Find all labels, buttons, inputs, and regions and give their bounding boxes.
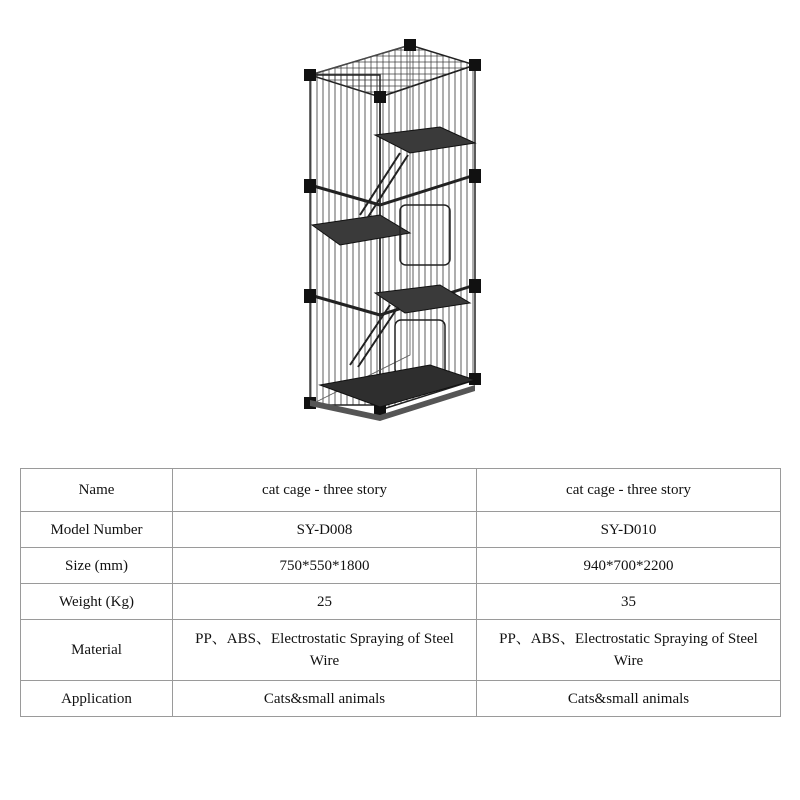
- row-label: Material: [21, 620, 173, 681]
- cell-sy-d008: Cats&small animals: [173, 681, 477, 717]
- table-row-size: [21, 548, 781, 584]
- cell-sy-d008: PP、ABS、Electrostatic Spraying of Steel Wire: [173, 620, 477, 681]
- product-image: [290, 35, 490, 425]
- cell-sy-d010: Cats&small animals: [477, 681, 781, 717]
- cell-sy-d010: 35: [477, 584, 781, 620]
- spec-table: [20, 468, 781, 717]
- table-row-model-number: [21, 512, 781, 548]
- table-row-name: [21, 469, 781, 512]
- cell-sy-d008: 750*550*1800: [173, 548, 477, 584]
- cat-cage-illustration: [290, 35, 490, 425]
- row-label: Model Number: [21, 512, 173, 548]
- cell-sy-d010: SY-D010: [477, 512, 781, 548]
- cell-sy-d008: 25: [173, 584, 477, 620]
- row-label: Application: [21, 681, 173, 717]
- row-label: Name: [21, 469, 173, 512]
- table-row-application: [21, 681, 781, 717]
- cell-sy-d008: SY-D008: [173, 512, 477, 548]
- cell-sy-d008: cat cage - three story: [173, 469, 477, 512]
- table-row-weight: [21, 584, 781, 620]
- row-label: Weight (Kg): [21, 584, 173, 620]
- cell-sy-d010: PP、ABS、Electrostatic Spraying of Steel Wire: [477, 620, 781, 681]
- table-row-material: [21, 620, 781, 681]
- cell-sy-d010: 940*700*2200: [477, 548, 781, 584]
- cell-sy-d010: cat cage - three story: [477, 469, 781, 512]
- row-label: Size (mm): [21, 548, 173, 584]
